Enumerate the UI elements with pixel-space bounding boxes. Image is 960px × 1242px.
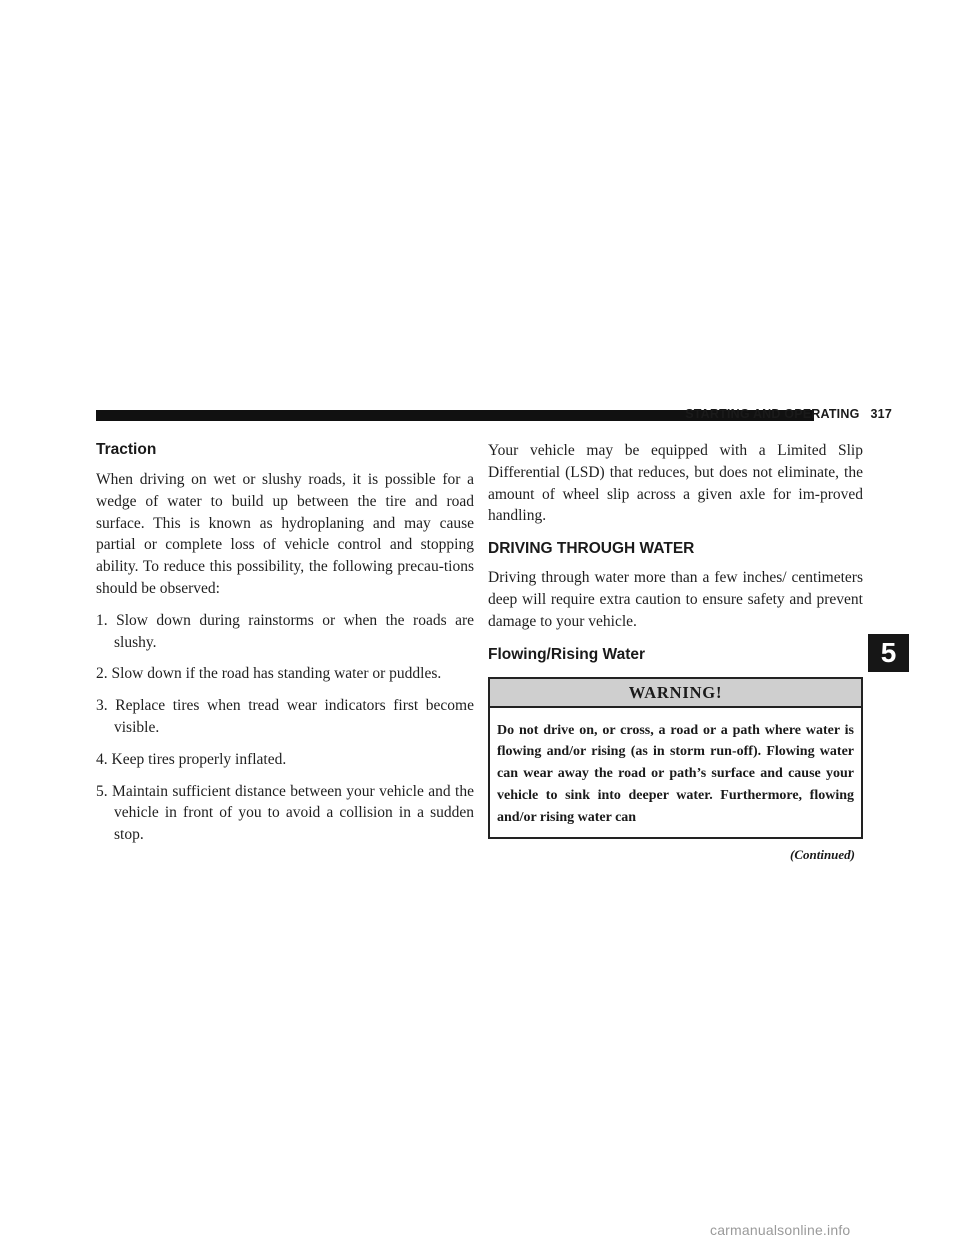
watermark: carmanualsonline.info bbox=[710, 1222, 851, 1238]
warning-text: Do not drive on, or cross, a road or a path where water is flowing and/or rising (as in storm run-off). Flowing water can wear away the road or path’s surface and cause your vehicle to sink into deeper water. Furthermore, flowing and/or rising water can bbox=[497, 722, 854, 825]
chapter-tab: 5 bbox=[868, 634, 909, 672]
traction-heading: Traction bbox=[96, 441, 157, 458]
page-number: 317 bbox=[870, 407, 892, 421]
traction-steps bbox=[96, 610, 474, 846]
warning-title: WARNING! bbox=[490, 679, 861, 708]
flowing-rising-water-heading: Flowing/Rising Water bbox=[488, 645, 646, 663]
traction-paragraph: When driving on wet or slushy roads, it is possible for a wedge of water to build up between the tire and road surface. This is known as hydroplaning and may cause partial or complete loss of vehicle control and stopping ability. To reduce this possibility, the following precau-tions should be observed: bbox=[96, 471, 474, 597]
driving-through-water-paragraph: Driving through water more than a few inches/ centimeters deep will require extra caution to ensure safety and prevent damage to your vehicle. bbox=[488, 569, 863, 630]
left-column bbox=[96, 440, 474, 856]
list-item: 3. Replace tires when tread wear indicators first become visible. bbox=[96, 697, 474, 736]
list-item: 4. Keep tires properly inflated. bbox=[96, 750, 287, 768]
warning-box bbox=[488, 677, 863, 839]
list-item: 2. Slow down if the road has standing water or puddles. bbox=[96, 665, 442, 683]
driving-through-water-heading: DRIVING THROUGH WATER bbox=[488, 540, 695, 558]
right-column bbox=[488, 440, 863, 863]
list-item: 1. Slow down during rainstorms or when the roads are slushy. bbox=[96, 611, 474, 651]
lsd-paragraph: Your vehicle may be equipped with a Limited Slip Differential (LSD) that reduces, but does not eliminate, the amount of wheel slip across a given axle for im-proved handling. bbox=[488, 442, 863, 525]
running-header-label: STARTING AND OPERATING 317 bbox=[685, 407, 892, 421]
continued-label: (Continued) bbox=[789, 846, 855, 862]
list-item: 5. Maintain sufficient distance between your vehicle and the vehicle in front of you to avoid a collision in a sudden stop. bbox=[96, 782, 474, 844]
